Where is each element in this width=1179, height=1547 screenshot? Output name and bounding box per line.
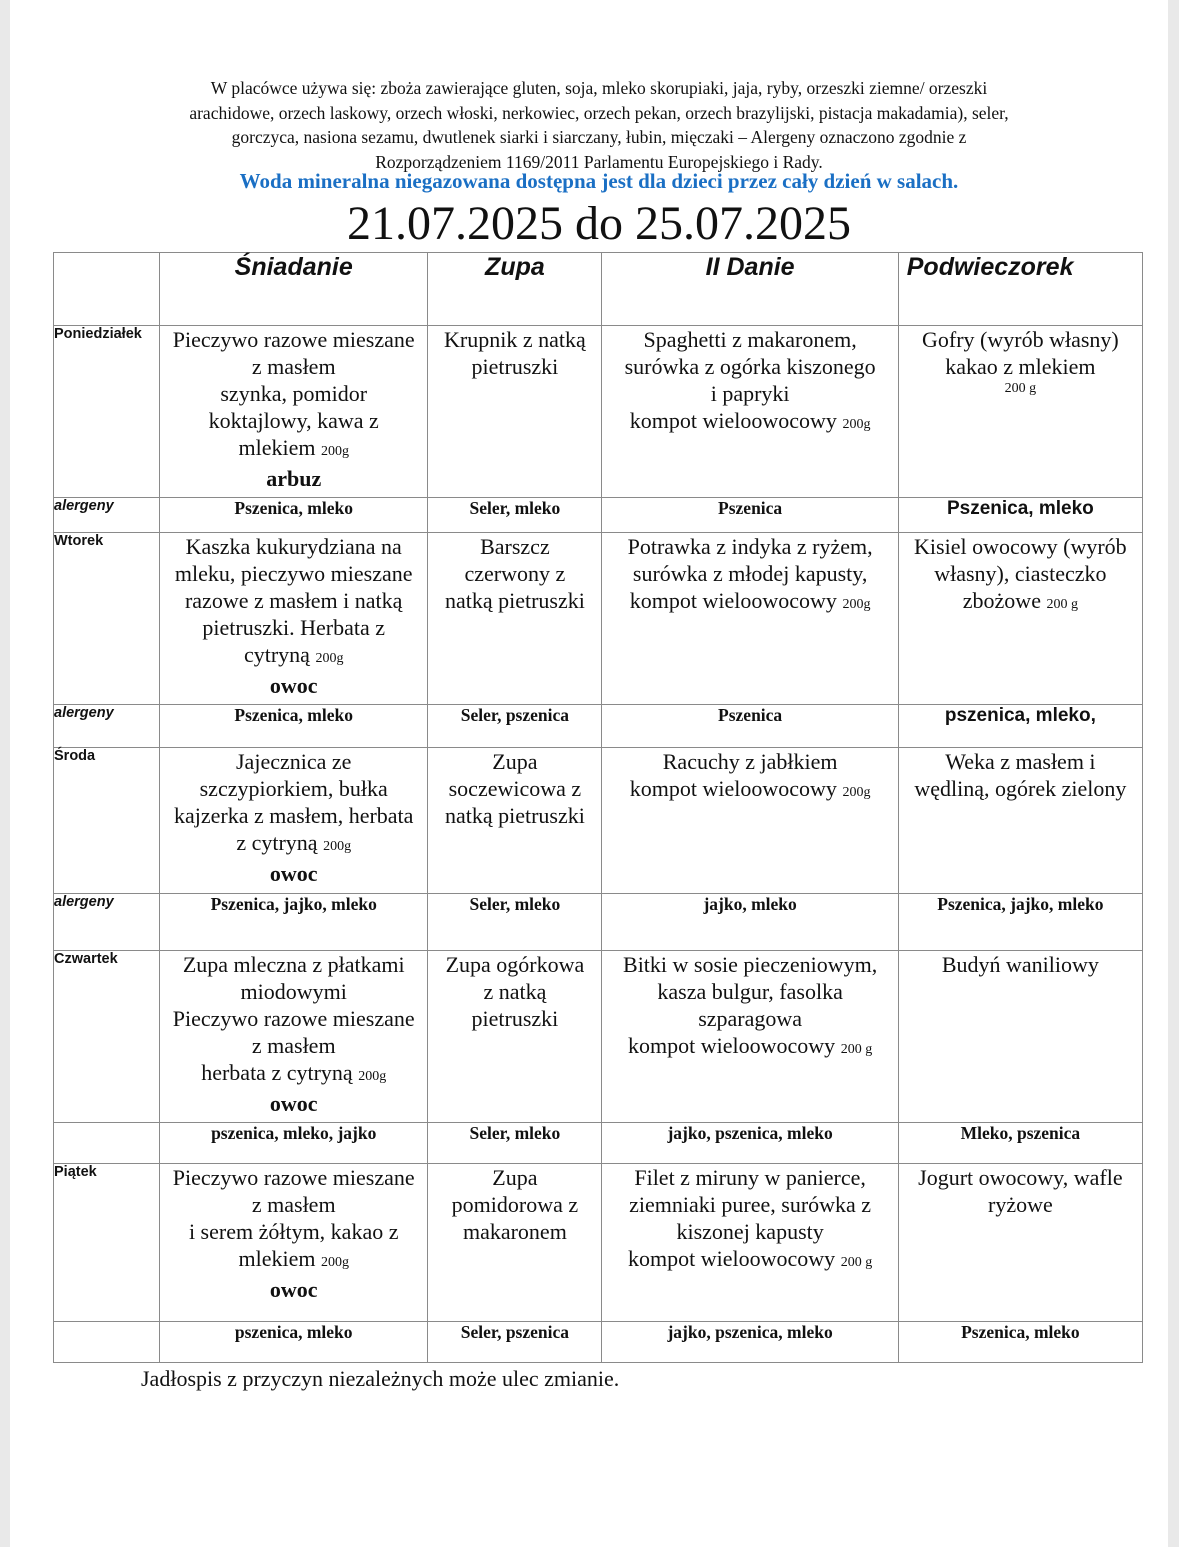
meal-text-line: wędliną, ogórek zielony	[914, 776, 1127, 801]
meal-cell-main-course	[602, 748, 898, 894]
meal-extra-fruit: owoc	[269, 1091, 318, 1116]
meal-text-line: Barszcz	[480, 534, 550, 559]
meal-text-line: czerwony z	[464, 561, 566, 586]
meal-cell-breakfast	[160, 748, 428, 894]
meal-cell-main-course	[602, 533, 898, 705]
allergens-cell-snack: Mleko, pszenica	[898, 1123, 1142, 1164]
meal-text-line: z natką	[483, 979, 547, 1004]
allergen-notice	[110, 76, 1088, 174]
meal-cell-breakfast	[160, 1164, 428, 1322]
meal-text-line: ryżowe	[988, 1192, 1053, 1217]
meal-text-line	[602, 1032, 897, 1063]
meal-text-line: kiszonej kapusty	[676, 1219, 824, 1244]
meal-text-line: pomidorowa z	[451, 1192, 579, 1217]
day-meal-row	[54, 533, 1143, 705]
meal-extra-fruit: arbuz	[266, 466, 322, 491]
meal-cell-breakfast	[160, 951, 428, 1123]
allergens-cell-breakfast: Pszenica, jajko, mleko	[160, 894, 428, 951]
meal-text-line	[160, 1245, 427, 1276]
allergens-cell-main-course: jajko, pszenica, mleko	[602, 1322, 898, 1363]
meal-text-line	[160, 641, 427, 672]
meal-text-line: pietruszki. Herbata z	[202, 615, 386, 640]
meal-text-line: Krupnik z natką	[444, 327, 586, 352]
meal-text-line	[899, 587, 1142, 618]
meal-text-line: szparagowa	[698, 1006, 803, 1031]
meal-text: z cytryną	[236, 830, 318, 855]
meal-text-line: surówka z młodej kapusty,	[632, 561, 868, 586]
meal-text-line: razowe z masłem i natką	[184, 588, 403, 613]
allergen-notice-line: W placówce używa się: zboża zawierające gluten, soja, mleko skorupiaki, jaja, ryby, orzeszki ziemne/ orzeszki	[210, 78, 988, 98]
meal-text-line: soczewicowa z	[448, 776, 582, 801]
allergens-cell-soup: Seler, pszenica	[428, 1322, 602, 1363]
meal-text: kompot wieloowocowy	[628, 1033, 836, 1058]
meal-text-line: miodowymi	[240, 979, 347, 1004]
meal-text-line: Budyń waniliowy	[941, 952, 1099, 977]
portion-size: 200 g	[1046, 597, 1078, 612]
portion-size: 200g	[842, 597, 871, 612]
meal-text-line: koktajlowy, kawa z	[208, 408, 379, 433]
day-label: Środa	[54, 748, 160, 894]
allergens-label: alergeny	[54, 705, 160, 748]
meal-text-line: natką pietruszki	[444, 588, 585, 613]
day-label: Czwartek	[54, 951, 160, 1123]
meal-text-line	[160, 1059, 427, 1090]
meal-text-line: mleku, pieczywo mieszane	[174, 561, 413, 586]
meal-cell-main-course	[602, 1164, 898, 1322]
day-meal-row	[54, 748, 1143, 894]
meal-text-line: Weka z masłem i	[945, 749, 1096, 774]
meal-extra-fruit: owoc	[269, 673, 318, 698]
column-header-soup: Zupa	[428, 253, 602, 326]
meal-text-line: kasza bulgur, fasolka	[657, 979, 843, 1004]
allergen-notice-line: gorczyca, nasiona sezamu, dwutlenek siarki i siarczany, łubin, mięczaki – Alergeny oznaczono zgodnie z	[231, 127, 967, 147]
allergens-row	[54, 705, 1143, 748]
allergens-cell-breakfast: pszenica, mleko	[160, 1322, 428, 1363]
meal-text-line: szynka, pomidor	[220, 381, 368, 406]
day-meal-row	[54, 1164, 1143, 1322]
meal-text: herbata z cytryną	[201, 1060, 353, 1085]
meal-text-line	[160, 829, 427, 860]
meal-text-line: pietruszki	[471, 1006, 559, 1031]
meal-text-line: Pieczywo razowe mieszane	[172, 1165, 415, 1190]
meal-cell-main-course	[602, 951, 898, 1123]
allergens-cell-breakfast: pszenica, mleko, jajko	[160, 1123, 428, 1164]
meal-cell-snack	[898, 748, 1142, 894]
column-header-main-course: II Danie	[602, 253, 898, 326]
menu-page	[10, 0, 1168, 1547]
portion-size: 200g	[320, 1255, 349, 1270]
meal-cell-breakfast	[160, 533, 428, 705]
corner-cell	[54, 253, 160, 326]
allergens-cell-soup: Seler, mleko	[428, 1123, 602, 1164]
allergen-notice-line: arachidowe, orzech laskowy, orzech włoski, nerkowiec, orzech pekan, orzech brazylijski, pistacja makadamia), seler,	[189, 102, 1009, 123]
portion-size: 200g	[842, 417, 871, 432]
meal-text-line: Spaghetti z makaronem,	[643, 327, 857, 352]
portion-size: 200g	[323, 839, 352, 854]
meal-cell-snack	[898, 951, 1142, 1123]
meal-text: kompot wieloowocowy	[629, 588, 837, 613]
allergens-row	[54, 1123, 1143, 1164]
column-header-snack: Podwieczorek	[898, 253, 1142, 326]
day-meal-row	[54, 326, 1143, 498]
allergens-cell-breakfast: Pszenica, mleko	[160, 498, 428, 533]
meal-text-line: Zupa ogórkowa	[445, 952, 585, 977]
meal-text-line: Zupa mleczna z płatkami	[182, 952, 405, 977]
meal-text-line: Pieczywo razowe mieszane	[172, 1006, 415, 1031]
meal-text-line: z masłem	[251, 1033, 336, 1058]
allergens-label	[54, 1123, 160, 1164]
meal-text-line: makaronem	[462, 1219, 567, 1244]
meal-cell-snack	[898, 326, 1142, 498]
meal-cell-soup	[428, 326, 602, 498]
meal-text-line: Jogurt owocowy, wafle	[918, 1165, 1123, 1190]
allergens-cell-snack: Pszenica, mleko	[898, 498, 1142, 533]
column-header-breakfast: Śniadanie	[160, 253, 428, 326]
meal-cell-soup	[428, 1164, 602, 1322]
portion-size: 200g	[320, 444, 349, 459]
meal-text-line: Potrawka z indyka z ryżem,	[627, 534, 873, 559]
allergens-label: alergeny	[54, 894, 160, 951]
meal-text: kompot wieloowocowy	[629, 408, 837, 433]
meal-text-line: pietruszki	[471, 354, 559, 379]
allergens-cell-main-course: Pszenica	[602, 498, 898, 533]
meal-text: kompot wieloowocowy	[629, 776, 837, 801]
allergens-label	[54, 1322, 160, 1363]
day-meal-row	[54, 951, 1143, 1123]
water-notice: Woda mineralna niegazowana dostępna jest dla dzieci przez cały dzień w salach.	[239, 169, 959, 193]
meal-text-line: Filet z miruny w panierce,	[634, 1165, 866, 1190]
allergen-notice-line: Rozporządzeniem 1169/2011 Parlamentu Europejskiego i Rady.	[375, 151, 823, 172]
meal-text-line: z masłem	[251, 354, 336, 379]
meal-text-line: i papryki	[710, 381, 790, 406]
meal-text-line: Kisiel owocowy (wyrób	[914, 534, 1127, 559]
meal-text: kompot wieloowocowy	[628, 1246, 836, 1271]
day-label: Wtorek	[54, 533, 160, 705]
meal-text-line: Pieczywo razowe mieszane	[172, 327, 415, 352]
meal-text-line: Jajecznica ze	[236, 749, 352, 774]
meal-text-line: szczypiorkiem, bułka	[199, 776, 388, 801]
meal-text-line	[602, 1245, 897, 1276]
meal-cell-soup	[428, 951, 602, 1123]
header-row	[54, 253, 1143, 326]
meal-text-line	[602, 587, 897, 618]
allergens-cell-main-course: jajko, mleko	[602, 894, 898, 951]
allergens-row	[54, 498, 1143, 533]
day-label: Poniedziałek	[54, 326, 160, 498]
meal-text-line: Bitki w sosie pieczeniowym,	[623, 952, 878, 977]
meal-cell-soup	[428, 748, 602, 894]
meal-text: mlekiem	[238, 1246, 316, 1271]
weekly-menu-table	[53, 252, 1143, 1363]
meal-cell-main-course	[602, 326, 898, 498]
meal-text-line: Gofry (wyrób własny)	[922, 327, 1119, 352]
allergens-cell-main-course: Pszenica	[602, 705, 898, 748]
meal-text: mlekiem	[238, 435, 316, 460]
allergens-cell-snack: Pszenica, jajko, mleko	[898, 894, 1142, 951]
allergens-cell-breakfast: Pszenica, mleko	[160, 705, 428, 748]
meal-cell-snack	[898, 1164, 1142, 1322]
meal-text-line: i serem żółtym, kakao z	[188, 1219, 399, 1244]
allergens-cell-soup: Seler, pszenica	[428, 705, 602, 748]
meal-extra-fruit: owoc	[269, 861, 318, 886]
meal-cell-breakfast	[160, 326, 428, 498]
meal-text-line	[602, 407, 897, 438]
meal-text-line: Zupa	[492, 1165, 538, 1190]
meal-text-line	[160, 434, 427, 465]
meal-text-line: z masłem	[251, 1192, 336, 1217]
meal-extra-fruit: owoc	[269, 1277, 318, 1302]
meal-text-line: surówka z ogórka kiszonego	[624, 354, 876, 379]
meal-text-line: Kaszka kukurydziana na	[185, 534, 402, 559]
allergens-cell-soup: Seler, mleko	[428, 894, 602, 951]
date-range-title: 21.07.2025 do 25.07.2025	[347, 197, 851, 250]
day-label: Piątek	[54, 1164, 160, 1322]
meal-text-line: kajzerka z masłem, herbata	[174, 803, 414, 828]
meal-text-line: własny), ciasteczko	[934, 561, 1107, 586]
allergens-cell-main-course: jajko, pszenica, mleko	[602, 1123, 898, 1164]
portion-size: 200 g	[1004, 381, 1037, 396]
portion-size: 200g	[358, 1069, 387, 1084]
meal-cell-snack	[898, 533, 1142, 705]
allergens-cell-soup: Seler, mleko	[428, 498, 602, 533]
allergens-row	[54, 894, 1143, 951]
meal-text-line: ziemniaki puree, surówka z	[629, 1192, 872, 1217]
meal-text: zbożowe	[962, 588, 1041, 613]
portion-size: 200 g	[840, 1042, 873, 1057]
portion-size: 200 g	[840, 1255, 873, 1270]
meal-text-line: natką pietruszki	[444, 803, 585, 828]
allergens-cell-snack: pszenica, mleko,	[898, 705, 1142, 748]
footer-note: Jadłospis z przyczyn niezależnych może ulec zmianie.	[141, 1366, 620, 1391]
meal-text: cytryną	[243, 642, 310, 667]
meal-text-line: kakao z mlekiem	[945, 354, 1096, 379]
meal-cell-soup	[428, 533, 602, 705]
allergens-label: alergeny	[54, 498, 160, 533]
portion-size: 200g	[842, 785, 871, 800]
meal-text-line	[602, 775, 897, 806]
meal-text-line: Racuchy z jabłkiem	[662, 749, 838, 774]
allergens-row	[54, 1322, 1143, 1363]
allergens-cell-snack: Pszenica, mleko	[898, 1322, 1142, 1363]
portion-size: 200g	[315, 651, 344, 666]
meal-text-line: Zupa	[492, 749, 538, 774]
